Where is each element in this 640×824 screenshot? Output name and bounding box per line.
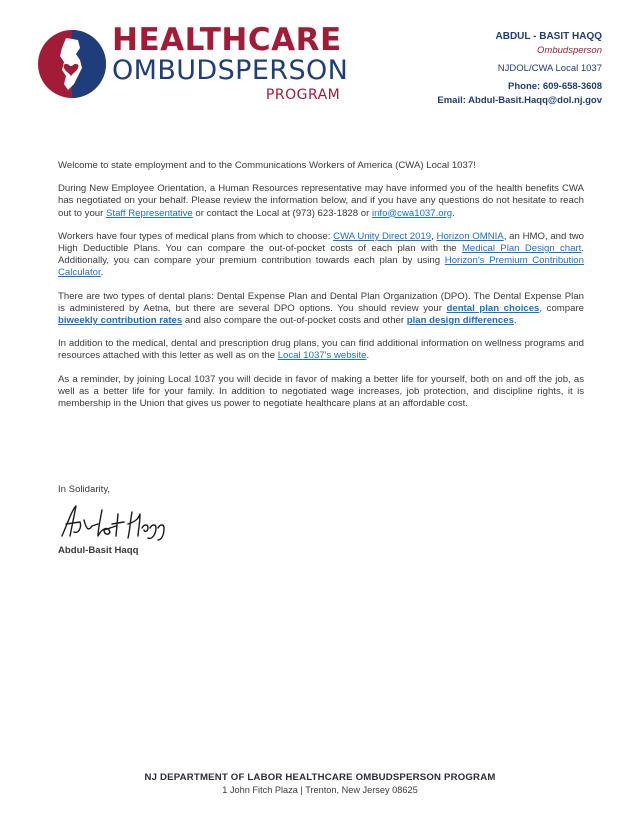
text-span: , compare [539, 302, 584, 314]
text-span: . [452, 207, 455, 219]
biweekly-contribution-rates-link[interactable]: biweekly contribution rates [58, 315, 183, 327]
greeting-paragraph: Welcome to state employment and to the Communications Workers of America (CWA) Local 1037! [58, 160, 476, 171]
text-span: . Additionally, you can compare your premium contribution towards each plan by using [58, 243, 584, 267]
dental-plan-choices-link[interactable]: dental plan choices [446, 302, 540, 314]
text-span: Workers have four types of medical plans from which to choose: [58, 230, 334, 242]
contact-phone: Phone: 609-658-3608 [508, 81, 602, 92]
letter-body [58, 160, 584, 421]
text-span: . [513, 315, 517, 327]
new-jersey-heart-logo-icon [36, 28, 108, 100]
contact-block [437, 30, 602, 108]
logo-wordmark [112, 24, 348, 104]
program-logo [36, 24, 356, 110]
staff-representative-link[interactable]: Staff Representative [106, 207, 193, 219]
closing-line: In Solidarity, [58, 484, 111, 495]
text-span: , [431, 230, 437, 242]
footer-address: 1 John Fitch Plaza | Trenton, New Jersey 08625 [222, 785, 418, 795]
signer-name: Abdul-Basit Haqq [58, 545, 139, 556]
text-span: . [100, 267, 104, 279]
text-span: and also compare the out-of-pocket costs and other [182, 315, 407, 327]
contact-title: Ombudsperson [537, 45, 602, 56]
contact-email: Email: Abdul-Basit.Haqq@dol.nj.gov [437, 95, 602, 106]
email-link[interactable]: info@cwa1037.org [371, 207, 453, 219]
text-span: . [366, 350, 370, 362]
footer-org-name: NJ DEPARTMENT OF LABOR HEALTHCARE OMBUDSPERSON PROGRAM [144, 772, 496, 783]
text-span: During New Employee Orientation, a Human Resources representative may have informed you of the health benefits CWA has negotiated on your behalf. Please review the information below, and if you have any questions do not hesitate to reach out to your [58, 183, 584, 219]
page-footer [0, 772, 640, 795]
contact-org: NJDOL/CWA Local 1037 [497, 63, 602, 74]
medical-plan-design-link[interactable]: Medical Plan Design chart [461, 243, 582, 255]
local-1037-website-link[interactable]: Local 1037's website [277, 350, 367, 362]
text-span: There are two types of dental plans: Dental Expense Plan and Dental Plan Organization (DPO). The Dental Expense Plan is administered by Aetna, but there are several DPO options. You should review your [58, 290, 584, 314]
logo-line-ombudsperson: OMBUDSPERSON [112, 55, 349, 86]
contact-name: ABDUL - BASIT HAQQ [495, 31, 602, 42]
text-span: or contact the Local at (973) 623-1828 or [192, 207, 372, 219]
paragraph-medical-plans [58, 231, 584, 280]
logo-line-healthcare: HEALTHCARE [112, 22, 342, 58]
paragraph-reminder: As a reminder, by joining Local 1037 you will decide in favor of making a better life for yourself, both on and off the job, as well as a better life for your family. In addition to negotiated wage increases, job protection, and discipline rights, it is membership in the Union that gives us power to negotiate healthcare plans at an affordable cost. [58, 373, 584, 410]
text-span: In addition to the medical, dental and prescription drug plans, you can find additional information on wellness programs and resources attached with this letter as well as on the [58, 338, 584, 362]
text-span: , an HMO, and two High Deductible Plans. You can compare the out-of-pocket costs of each plan with the [58, 230, 585, 255]
paragraph-benefits-intro [58, 183, 584, 220]
paragraph-wellness [58, 338, 584, 362]
handwritten-signature [58, 502, 178, 542]
horizon-omnia-link[interactable]: Horizon OMNIA [436, 230, 504, 242]
logo-line-program: PROGRAM [265, 87, 341, 103]
paragraph-dental-plans [58, 291, 584, 328]
cwa-unity-direct-link[interactable]: CWA Unity Direct 2019 [333, 230, 432, 242]
premium-calculator-link[interactable]: Horizon's Premium Contribution Calculator [58, 255, 584, 279]
plan-design-differences-link[interactable]: plan design differences [406, 315, 514, 327]
